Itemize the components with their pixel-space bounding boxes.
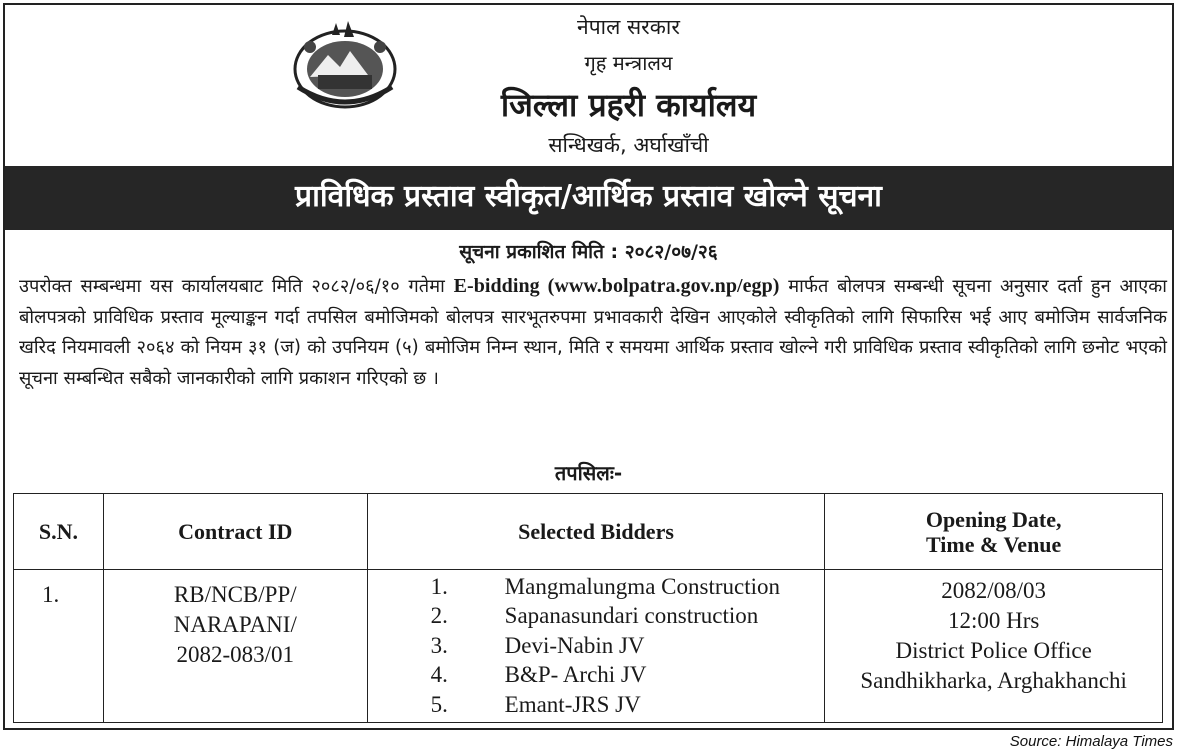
row-sn: 1. bbox=[14, 570, 104, 723]
opening-date: 2082/08/03 bbox=[941, 578, 1047, 603]
row-bidders bbox=[367, 570, 825, 723]
opening-time: 12:00 Hrs bbox=[947, 608, 1040, 633]
bidder-number: 3. bbox=[430, 632, 448, 658]
bidder-number: 1. bbox=[430, 573, 448, 599]
list-item bbox=[369, 661, 824, 691]
notice-body-main: मार्फत बोलपत्र सम्बन्धी सूचना अनुसार दर्ता हुन आएका बोलपत्रको प्राविधिक प्रस्ताव मूल्याङ्कन गर्दा तपसिल बमोजिमको बोलपत्र सारभूतरुपमा प्रभावकारी देखिन आएकोले स्वीकृतिको लागि सिफारिस भई आए बमोजिम सार्वजनिक खरिद नियमावली २०६४ को नियम ३१ (ज) को उपनियम (५) बमोजिम निम्न स्थान, मिति र समयमा आर्थिक प्रस्ताव खोल्ने गरी प्राविधिक प्रस्ताव स्वीकृतिको लागि छनोट भएको सूचना सम्बन्धित सबैको जानकारीको लागि प्रकाशन गरिएको छ । bbox=[19, 276, 1167, 389]
header-opening-line2: Time & Venue bbox=[926, 531, 1062, 557]
bidder-number: 2. bbox=[430, 603, 448, 629]
bidder-name: B&P- Archi JV bbox=[504, 662, 647, 688]
row-contract-id bbox=[103, 570, 367, 723]
row-opening bbox=[825, 570, 1163, 723]
contract-id-line: 2082-083/01 bbox=[176, 642, 295, 667]
notice-title-banner: प्राविधिक प्रस्ताव स्वीकृत/आर्थिक प्रस्ताव खोल्ने सूचना bbox=[5, 166, 1172, 230]
office-location: सन्धिखर्क, अर्घाखाँची bbox=[548, 133, 709, 157]
ministry-name: गृह मन्त्रालय bbox=[584, 51, 673, 75]
list-item bbox=[369, 602, 824, 632]
contract-id-line: NARAPANI/ bbox=[173, 612, 297, 637]
bidder-name: Devi-Nabin JV bbox=[504, 632, 645, 658]
notice-body bbox=[19, 271, 1167, 394]
bidder-name: Sapanasundari construction bbox=[504, 603, 759, 629]
office-name: जिल्ला प्रहरी कार्यालय bbox=[500, 86, 757, 124]
header-opening-line1: Opening Date, bbox=[925, 506, 1062, 532]
bidder-number: 4. bbox=[430, 662, 448, 688]
list-item bbox=[369, 631, 824, 661]
bidder-name: Mangmalungma Construction bbox=[504, 573, 780, 599]
ebidding-link-text: E-bidding (www.bolpatra.gov.np/egp) bbox=[453, 275, 780, 297]
government-name: नेपाल सरकार bbox=[577, 15, 680, 39]
bidder-name: Emant-JRS JV bbox=[504, 691, 641, 717]
published-date: सूचना प्रकाशित मिति : २०८२/०७/२६ bbox=[459, 241, 718, 263]
contract-id-line: RB/NCB/PP/ bbox=[173, 582, 297, 607]
bidder-number: 5. bbox=[430, 691, 448, 717]
schedule-heading: तपसिलः- bbox=[554, 461, 623, 485]
header-selected-bidders: Selected Bidders bbox=[367, 494, 825, 570]
opening-venue: District Police Office bbox=[895, 638, 1092, 663]
notice-body-intro: उपरोक्त सम्बन्धमा यस कार्यालयबाट मिति २०८२/०६/१० गतेमा bbox=[19, 276, 454, 297]
list-item bbox=[369, 572, 824, 602]
table-header-row bbox=[14, 494, 1163, 570]
bid-table bbox=[13, 493, 1163, 723]
header-sn: S.N. bbox=[14, 494, 104, 570]
table-row bbox=[14, 570, 1163, 723]
header-opening bbox=[825, 494, 1163, 570]
list-item bbox=[369, 690, 824, 720]
header-contract-id: Contract ID bbox=[103, 494, 367, 570]
source-credit: Source: Himalaya Times bbox=[1009, 733, 1173, 750]
opening-venue-address: Sandhikharka, Arghakhanchi bbox=[860, 668, 1127, 693]
